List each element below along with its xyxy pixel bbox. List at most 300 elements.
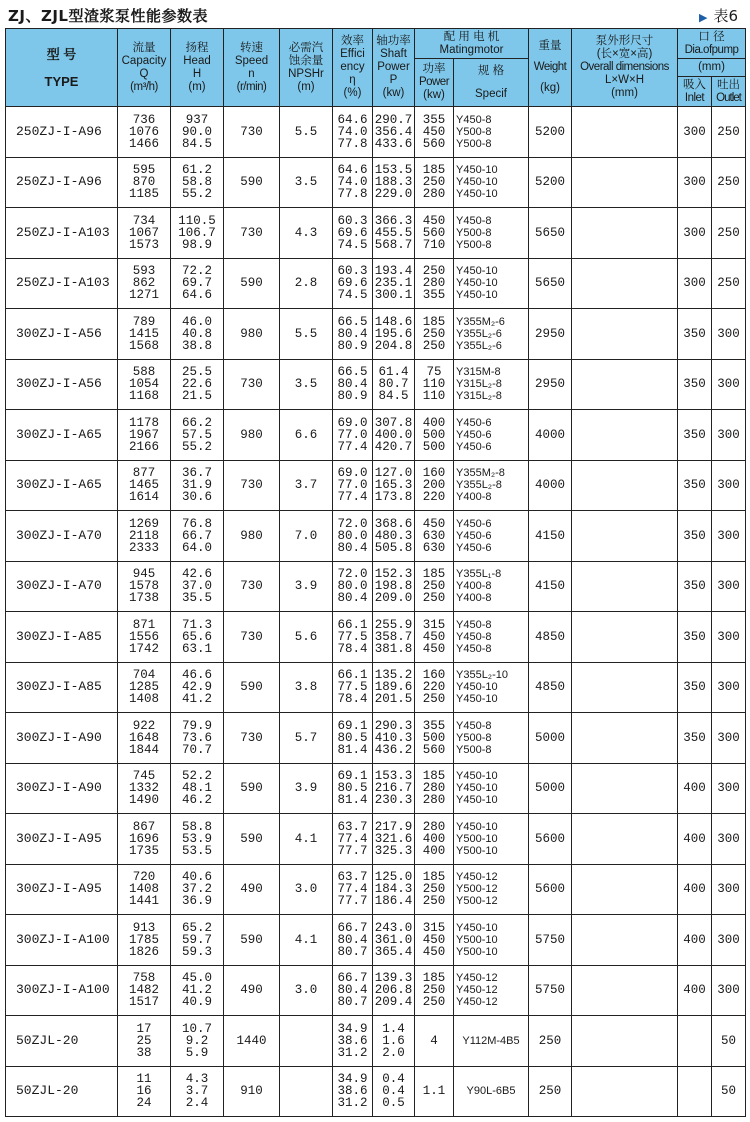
page-title: ZJ、ZJL型渣浆泵性能参数表 [8,7,208,25]
cell-line: 400 [422,415,446,430]
cell-inlet: 350 [678,713,712,764]
cell-line: 2333 [128,540,159,555]
cell-outlet: 300 [712,410,746,461]
cell-line: 77.8 [337,187,368,202]
cell-line: Y315L₂-8 [456,378,502,391]
col-motor: 配 用 电 机 Matingmotor [415,29,529,59]
cell-line: 255.9 [374,617,413,632]
cell-line: Y500-10 [456,832,498,845]
cell-efficiency [333,460,373,511]
cell-line: 188.3 [374,175,413,190]
cell-efficiency [333,915,373,966]
cell-head [171,713,224,764]
cell-capacity [118,107,171,158]
cell-line: 80.5 [337,781,368,796]
cell-model: 300ZJ-I-A100 [6,915,118,966]
cell-line: 77.5 [337,629,368,644]
cell-line: 1415 [128,326,159,341]
cell-line: Y355M₂-8 [456,467,505,480]
cell-line: 2118 [128,528,159,543]
cell-dimensions [572,814,678,865]
cell-outlet: 300 [712,511,746,562]
cell-head [171,915,224,966]
cell-motor-spec [454,410,529,461]
cell-efficiency [333,1066,373,1117]
cell-line: 77.0 [337,427,368,442]
cell-speed: 490 [224,965,280,1016]
cell-line: 450 [422,629,446,644]
cell-line: 84.5 [378,389,409,404]
cell-line: 80.7 [378,377,409,392]
cell-capacity [118,1066,171,1117]
cell-outlet: 300 [712,713,746,764]
cell-weight: 5000 [529,713,572,764]
cell-line: 356.4 [374,124,413,139]
cell-line: 250 [422,264,446,279]
cell-shaft-power [373,612,415,663]
col-dimensions: 泵外形尺寸 (长×宽×高) Overall dimensions L×W×H (mm) [572,29,678,107]
cell-dimensions [572,713,678,764]
cell-head [171,763,224,814]
cell-line: 24 [136,1096,152,1111]
cell-line: 77.4 [337,439,368,454]
cell-line: 41.2 [181,692,212,707]
table-row [6,612,746,663]
cell-line: 21.5 [181,389,212,404]
cell-inlet: 350 [678,460,712,511]
cell-weight: 4850 [529,662,572,713]
cell-inlet: 300 [678,107,712,158]
cell-line: 41.2 [181,983,212,998]
table-row [6,662,746,713]
cell-motor-spec [454,915,529,966]
cell-line: Y500-10 [456,844,498,857]
cell-line: Y450-12 [456,871,498,884]
cell-line: 37.2 [181,882,212,897]
cell-model: 300ZJ-I-A95 [6,864,118,915]
cell-line: 1185 [128,187,159,202]
cell-line: 358.7 [374,629,413,644]
cell-line: 1578 [128,579,159,594]
cell-line: 568.7 [374,237,413,252]
cell-line: 69.0 [337,466,368,481]
cell-line: 1.6 [382,1033,405,1048]
cell-speed: 980 [224,511,280,562]
cell-line: Y450-10 [456,770,498,783]
cell-line: 0.4 [382,1084,405,1099]
cell-line: Y450-6 [456,428,492,441]
cell-capacity [118,763,171,814]
cell-line: 0.4 [382,1072,405,1087]
cell-outlet: 300 [712,460,746,511]
cell-outlet: 250 [712,208,746,259]
cell-line: Y450-10 [456,188,498,201]
cell-shaft-power [373,511,415,562]
cell-motor-spec [454,1066,529,1117]
cell-line: 185 [422,567,446,582]
cell-line: 75 [426,365,442,380]
cell-line: 77.4 [337,831,368,846]
cell-line: Y500-8 [456,137,492,150]
cell-motor-power [415,612,454,663]
cell-line: 1178 [128,415,159,430]
cell-model: 50ZJL-20 [6,1066,118,1117]
table-body [6,107,746,1117]
cell-shaft-power [373,763,415,814]
cell-line: 61.4 [378,365,409,380]
cell-line: 480.3 [374,528,413,543]
cell-shaft-power [373,157,415,208]
cell-line: 66.7 [337,920,368,935]
cell-line: 153.3 [374,769,413,784]
cell-line: Y500-10 [456,933,498,946]
cell-efficiency [333,410,373,461]
cell-motor-spec [454,359,529,410]
cell-motor-power [415,1066,454,1117]
cell-line: 366.3 [374,213,413,228]
cell-line: 80.4 [337,540,368,555]
col-motor-spec: 规 格 Specif [454,59,529,107]
cell-line: 42.6 [181,567,212,582]
col-shaft-power: 轴功率 Shaft Power P (kw) [373,29,415,107]
cell-motor-power [415,511,454,562]
cell-line: 36.7 [181,466,212,481]
cell-line: 315 [422,920,446,935]
cell-inlet: 300 [678,208,712,259]
cell-line: 505.8 [374,540,413,555]
cell-dimensions [572,410,678,461]
cell-line: 280 [422,187,446,202]
cell-capacity [118,511,171,562]
cell-line: 64.6 [337,112,368,127]
col-efficiency: 效率 Effici ency η (%) [333,29,373,107]
cell-dimensions [572,612,678,663]
cell-line: 81.4 [337,742,368,757]
cell-dimensions [572,107,678,158]
cell-line: 2166 [128,439,159,454]
cell-line: Y355L₂-6 [456,339,502,352]
cell-motor-power [415,359,454,410]
cell-line: Y500-8 [456,743,492,756]
cell-weight: 4150 [529,511,572,562]
table-row [6,1016,746,1067]
cell-line: 53.5 [181,843,212,858]
cell-weight: 2950 [529,359,572,410]
cell-line: 433.6 [374,136,413,151]
cell-line: 74.5 [337,237,368,252]
cell-line: 55.2 [181,187,212,202]
cell-line: 630 [422,528,446,543]
cell-dimensions [572,763,678,814]
cell-inlet: 350 [678,612,712,663]
cell-motor-power [415,258,454,309]
cell-line: 25.5 [181,365,212,380]
cell-dimensions [572,511,678,562]
cell-line: 165.3 [374,478,413,493]
cell-motor-power [415,662,454,713]
cell-npsh: 3.8 [280,662,333,713]
cell-line: 1.4 [382,1021,405,1036]
cell-line: Y450-6 [456,517,492,530]
cell-line: 870 [132,175,156,190]
cell-line: 63.7 [337,870,368,885]
cell-line: 220 [422,680,446,695]
cell-line: Y500-8 [456,731,492,744]
cell-line: 46.0 [181,314,212,329]
cell-line: 867 [132,819,156,834]
cell-line: 250 [422,326,446,341]
cell-line: 230.3 [374,793,413,808]
cell-line: 450 [422,932,446,947]
cell-line: Y450-10 [456,164,498,177]
cell-line: 52.2 [181,769,212,784]
cell-line: 34.9 [337,1072,368,1087]
cell-line: 216.7 [374,781,413,796]
cell-line: 17 [136,1021,152,1036]
cell-motor-spec [454,612,529,663]
cell-motor-power [415,208,454,259]
cell-line: 64.6 [181,288,212,303]
cell-line: 80.7 [337,995,368,1010]
cell-line: Y450-10 [456,289,498,302]
cell-line: Y450-8 [456,113,492,126]
cell-speed: 730 [224,208,280,259]
table-number [699,5,738,26]
cell-line: Y450-6 [456,541,492,554]
cell-head [171,864,224,915]
cell-line: 36.9 [181,894,212,909]
cell-head [171,511,224,562]
cell-line: 184.3 [374,882,413,897]
cell-line: 69.1 [337,718,368,733]
cell-line: 77.8 [337,136,368,151]
cell-line: Y90L-6B5 [466,1085,516,1098]
col-npsh: 必需汽 蚀余量 NPSHr (m) [280,29,333,107]
cell-speed: 910 [224,1066,280,1117]
cell-line: 45.0 [181,971,212,986]
cell-line: 455.5 [374,225,413,240]
cell-line: 185 [422,769,446,784]
cell-line: 65.6 [181,629,212,644]
cell-dimensions [572,157,678,208]
cell-npsh: 3.7 [280,460,333,511]
col-outlet: 吐出 Outlet [712,77,746,107]
cell-line: 500 [422,730,446,745]
cell-line: 63.7 [337,819,368,834]
cell-inlet [678,1016,712,1067]
cell-line: 110 [422,389,446,404]
cell-line: 195.6 [374,326,413,341]
cell-line: 250 [422,591,446,606]
cell-capacity [118,309,171,360]
cell-efficiency [333,511,373,562]
cell-line: Y450-12 [456,984,498,997]
cell-line: 80.4 [337,983,368,998]
cell-dimensions [572,359,678,410]
cell-line: 80.4 [337,326,368,341]
cell-dimensions [572,662,678,713]
cell-shaft-power [373,309,415,360]
cell-line: 250 [422,692,446,707]
cell-line: 862 [132,276,156,291]
cell-inlet: 350 [678,359,712,410]
cell-line: 436.2 [374,742,413,757]
cell-line: 35.5 [181,591,212,606]
cell-line: 4.3 [185,1072,209,1087]
cell-head [171,208,224,259]
cell-line: 80.5 [337,730,368,745]
cell-outlet: 50 [712,1066,746,1117]
cell-line: 736 [132,112,156,127]
cell-line: 78.4 [337,641,368,656]
cell-line: 1967 [128,427,159,442]
cell-outlet: 300 [712,763,746,814]
cell-line: Y450-10 [456,681,498,694]
cell-head [171,814,224,865]
cell-line: 321.6 [374,831,413,846]
cell-line: 59.3 [181,944,212,959]
cell-motor-power [415,1016,454,1067]
cell-line: 80.4 [337,932,368,947]
cell-weight: 5200 [529,107,572,158]
cell-line: 72.0 [337,516,368,531]
cell-line: 60.3 [337,213,368,228]
cell-head [171,612,224,663]
cell-capacity [118,208,171,259]
cell-outlet: 300 [712,965,746,1016]
cell-inlet: 400 [678,965,712,1016]
cell-line: Y450-8 [456,719,492,732]
cell-capacity [118,157,171,208]
col-diameter: 口 径 Dia.ofpump [678,29,746,59]
cell-weight: 250 [529,1066,572,1117]
cell-line: 1054 [128,377,159,392]
cell-motor-power [415,107,454,158]
cell-line: 31.2 [337,1096,368,1111]
cell-model: 300ZJ-I-A95 [6,814,118,865]
cell-model: 250ZJ-I-A103 [6,258,118,309]
cell-line: 80.0 [337,579,368,594]
cell-line: 38.8 [181,338,212,353]
cell-model: 250ZJ-I-A96 [6,107,118,158]
cell-npsh: 3.0 [280,965,333,1016]
cell-line: 58.8 [181,175,212,190]
cell-line: 189.6 [374,680,413,695]
cell-motor-power [415,763,454,814]
cell-line: 31.9 [181,478,212,493]
cell-line: 280 [422,793,446,808]
cell-dimensions [572,915,678,966]
cell-line: 1573 [128,237,159,252]
cell-line: 420.7 [374,439,413,454]
col-diameter-unit: (mm) [678,59,746,77]
cell-outlet: 250 [712,107,746,158]
cell-line: 185 [422,314,446,329]
cell-speed: 980 [224,410,280,461]
cell-line: 65.2 [181,920,212,935]
cell-shaft-power [373,1016,415,1067]
cell-line: 73.6 [181,730,212,745]
cell-efficiency [333,359,373,410]
cell-line: 185 [422,870,446,885]
cell-motor-power [415,561,454,612]
cell-line: 66.2 [181,415,212,430]
cell-speed: 980 [224,309,280,360]
cell-line: Y450-10 [456,265,498,278]
cell-line: 22.6 [181,377,212,392]
cell-line: 25 [136,1033,152,1048]
cell-line: 704 [132,668,156,683]
cell-line: 217.9 [374,819,413,834]
table-row [6,157,746,208]
cell-motor-power [415,410,454,461]
cell-line: 64.6 [337,163,368,178]
cell-line: 280 [422,819,446,834]
cell-line: 355 [422,288,446,303]
cell-line: 290.7 [374,112,413,127]
cell-line: 160 [422,668,446,683]
cell-line: 81.4 [337,793,368,808]
cell-shaft-power [373,814,415,865]
table-row [6,359,746,410]
cell-shaft-power [373,561,415,612]
cell-model: 300ZJ-I-A90 [6,713,118,764]
header-bar [0,0,750,28]
cell-speed: 590 [224,915,280,966]
cell-line: Y450-10 [456,794,498,807]
cell-line: 1408 [128,692,159,707]
cell-head [171,1016,224,1067]
cell-shaft-power [373,965,415,1016]
cell-line: 500 [422,439,446,454]
cell-speed: 730 [224,612,280,663]
cell-line: 250 [422,175,446,190]
cell-line: 153.5 [374,163,413,178]
cell-capacity [118,258,171,309]
cell-line: 1614 [128,490,159,505]
cell-line: 745 [132,769,156,784]
cell-line: 193.4 [374,264,413,279]
cell-line: 77.0 [337,478,368,493]
cell-line: 209.0 [374,591,413,606]
cell-dimensions [572,1016,678,1067]
cell-efficiency [333,258,373,309]
cell-line: 235.1 [374,276,413,291]
cell-weight: 4000 [529,410,572,461]
cell-line: 250 [422,995,446,1010]
cell-head [171,107,224,158]
cell-line: 69.0 [337,415,368,430]
cell-line: 1490 [128,793,159,808]
cell-motor-power [415,814,454,865]
cell-line: 152.3 [374,567,413,582]
cell-line: 307.8 [374,415,413,430]
cell-line: Y450-6 [456,529,492,542]
cell-speed: 590 [224,814,280,865]
cell-line: 250 [422,894,446,909]
cell-motor-spec [454,107,529,158]
cell-line: 290.3 [374,718,413,733]
cell-efficiency [333,662,373,713]
cell-line: 630 [422,540,446,555]
cell-npsh [280,1066,333,1117]
cell-capacity [118,1016,171,1067]
cell-line: 48.1 [181,781,212,796]
table-row [6,713,746,764]
cell-motor-power [415,864,454,915]
cell-line: Y450-10 [456,277,498,290]
cell-line: 1168 [128,389,159,404]
